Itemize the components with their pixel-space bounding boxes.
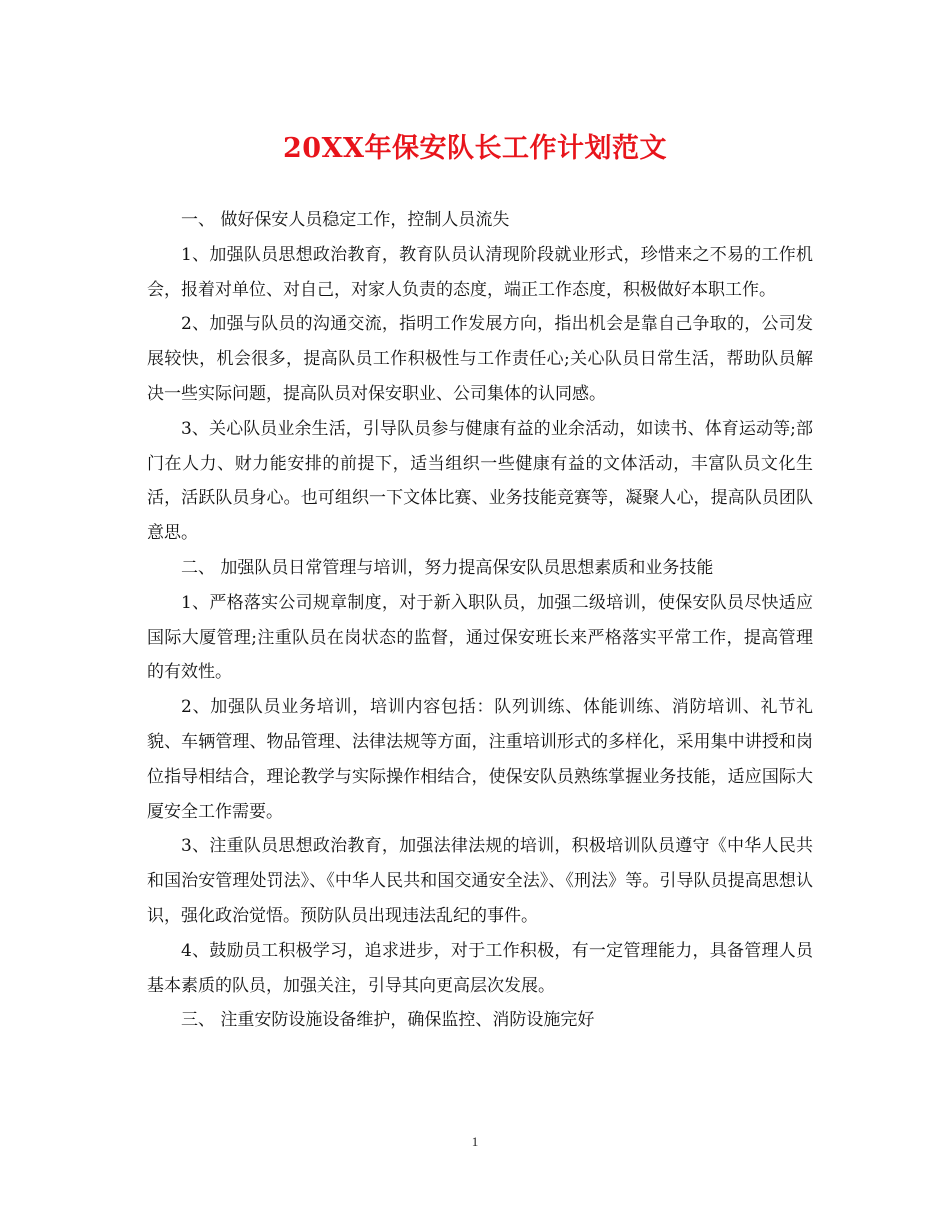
page-number: 1 [471, 1134, 479, 1149]
section-heading-3: 三、 注重安防设施设备维护，确保监控、消防设施完好 [181, 1010, 595, 1031]
document-body [147, 203, 813, 1038]
paragraph: 3、注重队员思想政治教育，加强法律法规的培训，积极培训队员遵守《中华人民共和国治安管理处罚法》、《中华人民共和国交通安全法》、《刑法》等。引导队员提高思想认识，强化政治觉悟。预防队员出现违法乱纪的事件。 [147, 836, 813, 926]
section-heading-2: 二、 加强队员日常管理与培训，努力提高保安队员思想素质和业务技能 [181, 557, 714, 578]
paragraph: 2、加强与队员的沟通交流，指明工作发展方向，指出机会是靠自己争取的，公司发展较快，机会很多，提高队员工作积极性与工作责任心;关心队员日常生活，帮助队员解决一些实际问题，提高队员对保安职业、公司集体的认同感。 [147, 314, 813, 404]
paragraph: 3、关心队员业余生活，引导队员参与健康有益的业余活动，如读书、体育运动等;部门在人力、财力能安排的前提下，适当组织一些健康有益的文体活动，丰富队员文化生活，活跃队员身心。也可组织一下文体比赛、业务技能竞赛等，凝聚人心，提高队员团队意思。 [147, 418, 813, 544]
paragraph: 1、严格落实公司规章制度，对于新入职队员，加强二级培训，使保安队员尽快适应国际大厦管理;注重队员在岗状态的监督，通过保安班长来严格落实平常工作，提高管理的有效性。 [147, 592, 813, 683]
section-heading-1: 一、 做好保安人员稳定工作，控制人员流失 [181, 210, 510, 230]
paragraph: 1、加强队员思想政治教育，教育队员认清现阶段就业形式，珍惜来之不易的工作机会，报着对单位、对自己，对家人负责的态度，端正工作态度，积极做好本职工作。 [147, 244, 813, 300]
paragraph: 4、鼓励员工积极学习，追求进步，对于工作积极，有一定管理能力，具备管理人员基本素质的队员，加强关注，引导其向更高层次发展。 [147, 940, 813, 996]
paragraph: 2、加强队员业务培训，培训内容包括：队列训练、体能训练、消防培训、礼节礼貌、车辆管理、物品管理、法律法规等方面，注重培训形式的多样化，采用集中讲授和岗位指导相结合，理论教学与实际操作相结合，使保安队员熟练掌握业务技能，适应国际大厦安全工作需要。 [147, 697, 813, 822]
document-title: 20XX年保安队长工作计划范文 [283, 133, 667, 164]
